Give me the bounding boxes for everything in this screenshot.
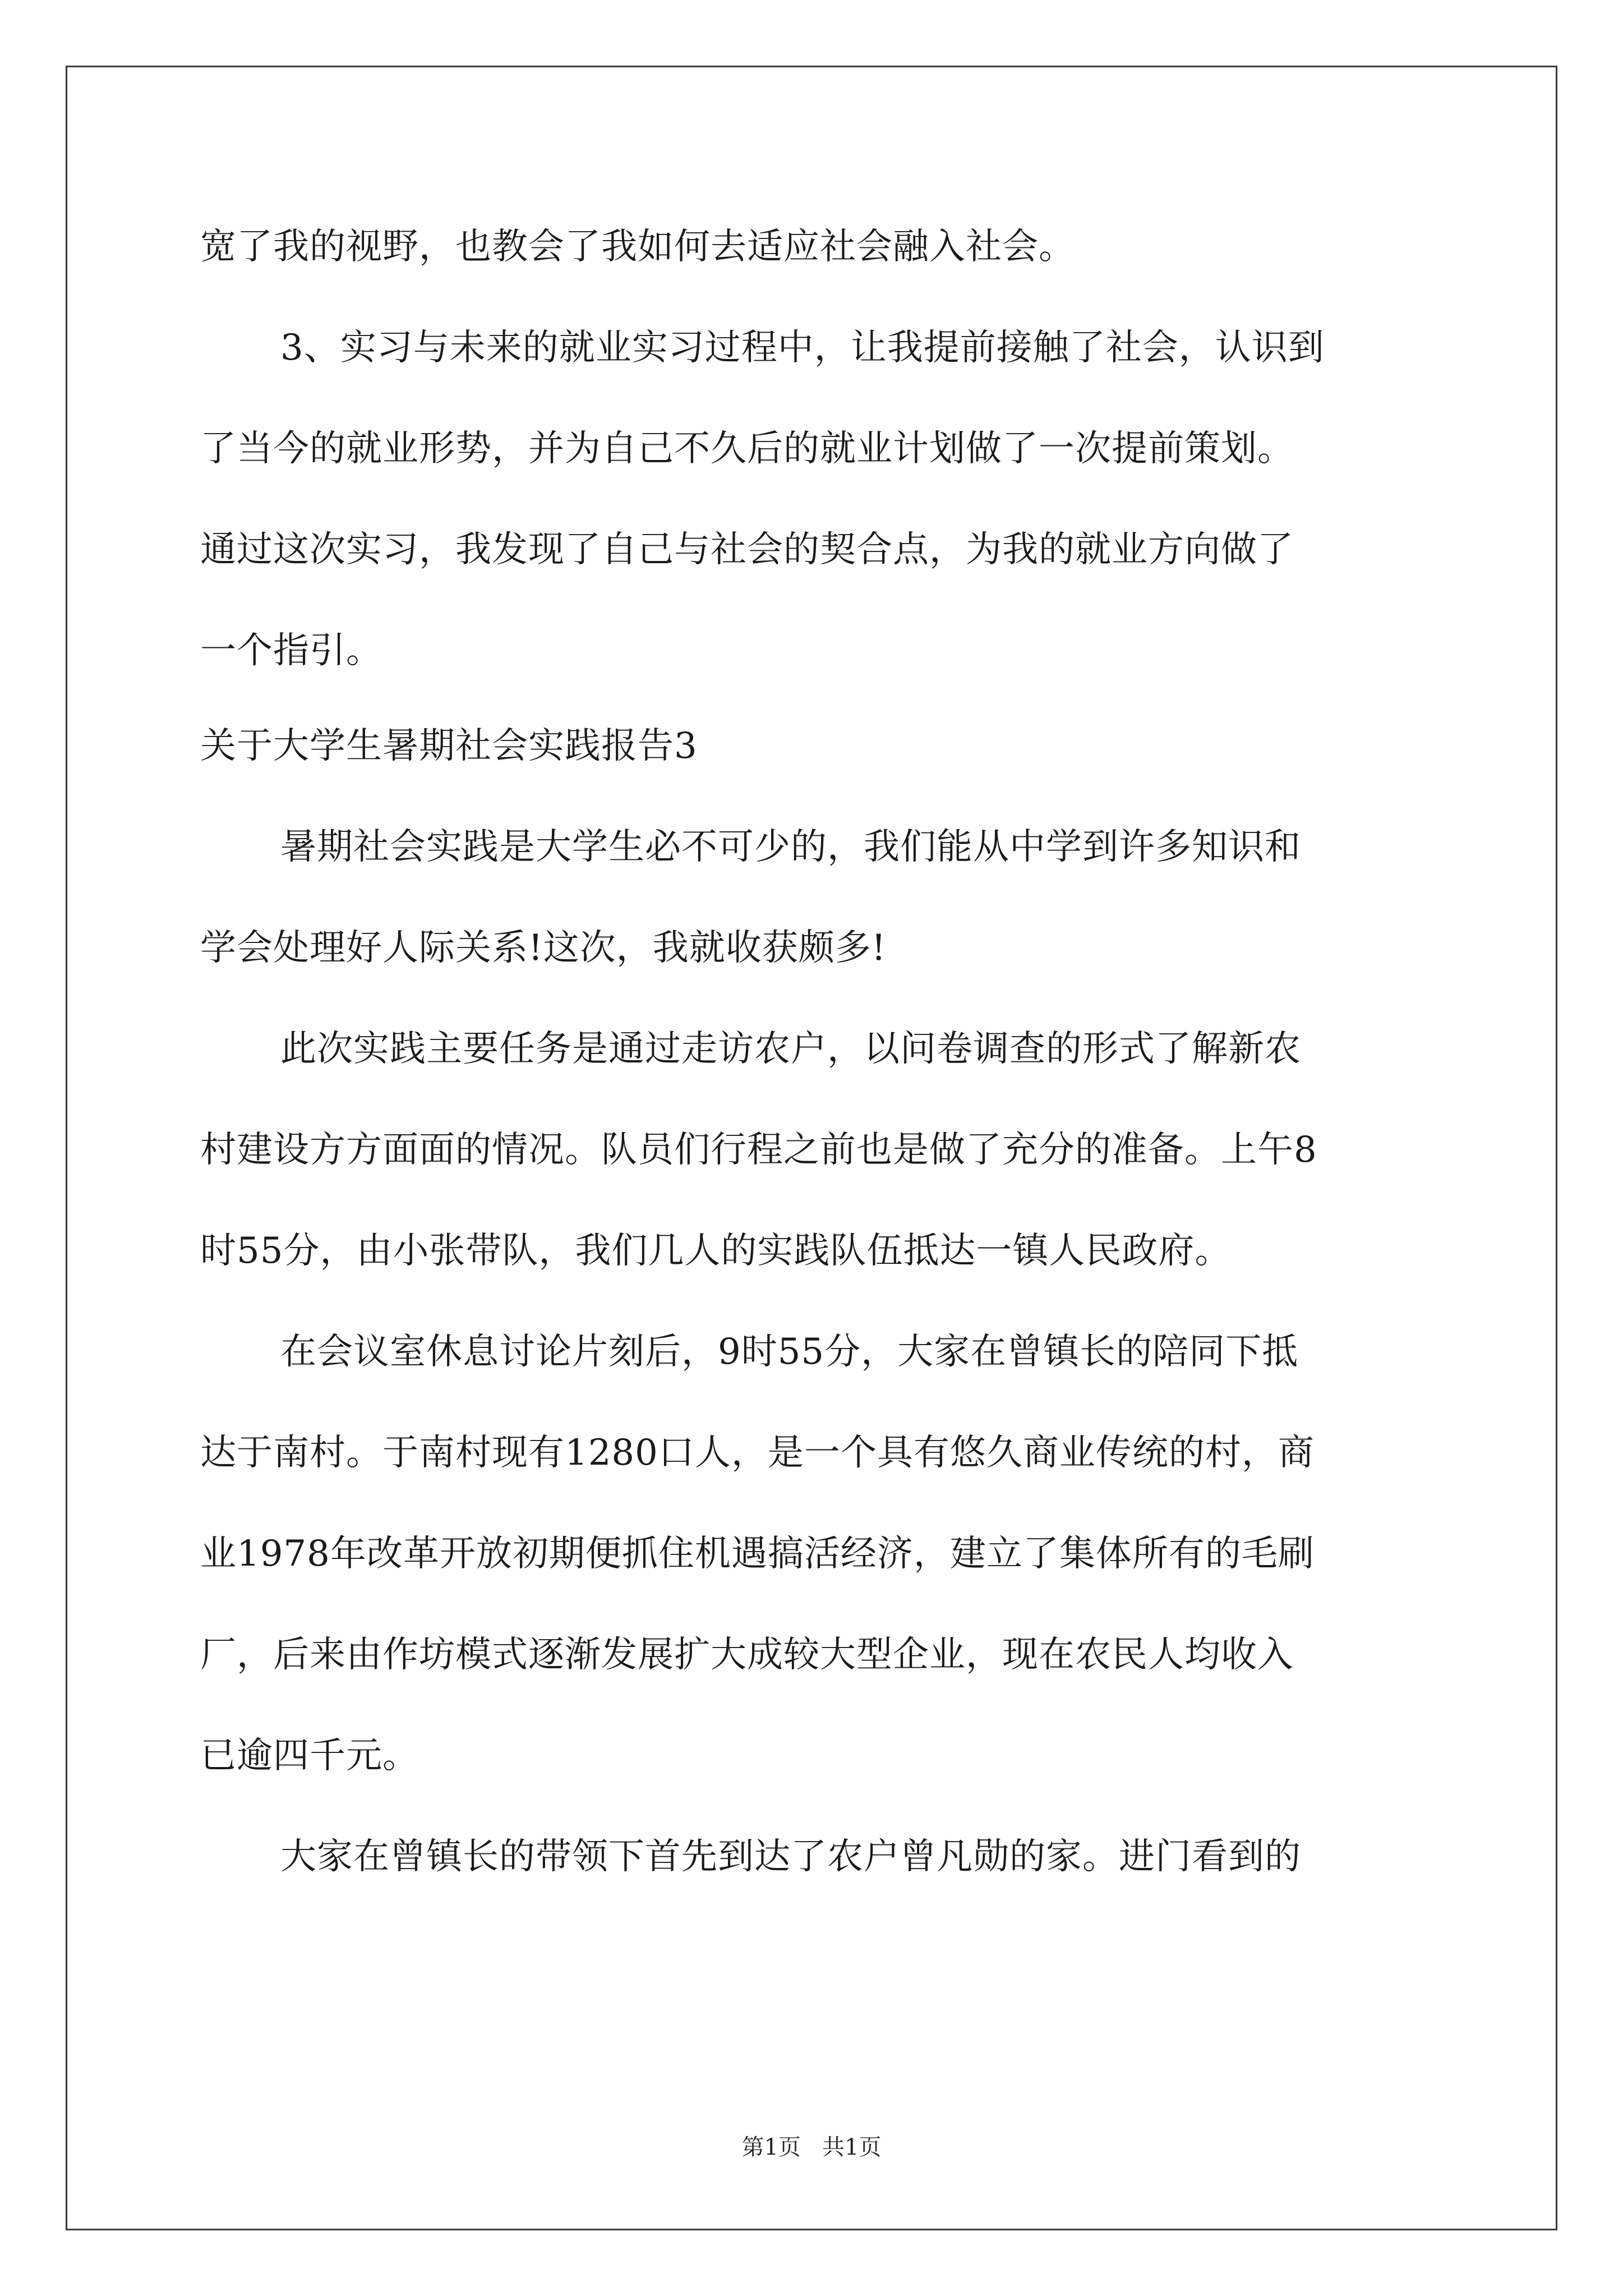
paragraph-line: 宽了我的视野，也教会了我如何去适应社会融入社会。	[200, 226, 1075, 268]
section-heading: 关于大学生暑期社会实践报告3	[200, 725, 698, 767]
paragraph-line: 业1978年改革开放初期便抓住机遇搞活经济，建立了集体所有的毛刷	[200, 1533, 1315, 1575]
paragraph-line: 达于南村。于南村现有1280口人，是一个具有悠久商业传统的村，商	[200, 1432, 1315, 1474]
paragraph-line: 通过这次实习，我发现了自己与社会的契合点，为我的就业方向做了	[200, 529, 1294, 570]
paragraph-line: 村建设方方面面的情况。队员们行程之前也是做了充分的准备。上午8	[200, 1129, 1317, 1171]
paragraph-line: 3、实习与未来的就业实习过程中，让我提前接触了社会，认识到	[280, 327, 1325, 369]
paragraph-line: 学会处理好人际关系!这次，我就收获颇多!	[200, 927, 887, 969]
paragraph-line: 大家在曾镇长的带领下首先到达了农户曾凡勋的家。进门看到的	[280, 1836, 1301, 1878]
paragraph-line: 时55分，由小张带队，我们几人的实践队伍抵达一镇人民政府。	[200, 1230, 1232, 1272]
paragraph-line: 已逾四千元。	[200, 1735, 419, 1777]
paragraph-line: 了当今的就业形势，并为自己不久后的就业计划做了一次提前策划。	[200, 428, 1294, 470]
paragraph-line: 此次实践主要任务是通过走访农户，以问卷调查的形式了解新农	[280, 1028, 1301, 1070]
page-number-footer: 第1页 共1页	[741, 2134, 882, 2160]
paragraph-line: 厂，后来由作坊模式逐渐发展扩大成较大型企业，现在农民人均收入	[200, 1634, 1294, 1676]
paragraph-line: 暑期社会实践是大学生必不可少的，我们能从中学到许多知识和	[280, 826, 1301, 868]
paragraph-line: 在会议室休息讨论片刻后，9时55分，大家在曾镇长的陪同下抵	[280, 1331, 1299, 1373]
paragraph-line: 一个指引。	[200, 630, 382, 671]
